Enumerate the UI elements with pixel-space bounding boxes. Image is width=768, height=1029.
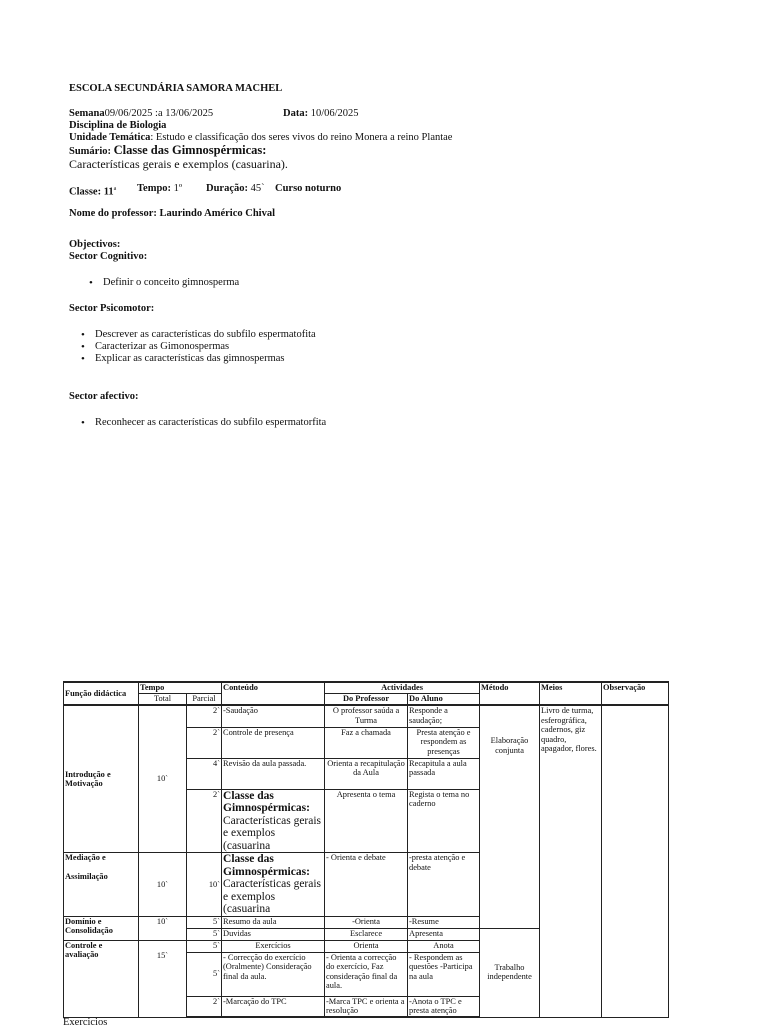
header-observacao: Observação	[602, 682, 669, 705]
class-sup: a	[113, 186, 117, 192]
footer-text: Exercicios	[63, 1017, 108, 1028]
class-label: Classe: 11	[69, 186, 114, 198]
funcao-controle: Controle e avaliação	[64, 940, 139, 1017]
week-label: Semana	[69, 108, 105, 119]
psychomotor-item: • Caracterizar as Gimonospermas	[95, 341, 229, 353]
professor-cell: Apresenta o tema	[325, 789, 408, 853]
funcao-intro: Introdução e Motivação	[64, 705, 139, 853]
parcial-cell: 2`	[187, 996, 222, 1017]
course: Curso noturno	[275, 183, 342, 194]
conteudo-text: Características gerais e exemplos (casuarina	[223, 878, 322, 916]
meios-cell: Livro de turma, esferográfica, cadernos, giz quadro, apagador, flores.	[540, 705, 602, 1017]
professor-cell: O professor saúda a Turma	[325, 705, 408, 727]
parcial-cell: 5`	[187, 928, 222, 940]
conteudo-cell: - Correcção do exercício (Oralmente) Consideração final da aula.	[222, 952, 325, 996]
objectives-title: Objectivos:	[69, 239, 121, 250]
header-professor: Do Professor	[325, 693, 408, 705]
header-total: Total	[139, 693, 187, 705]
summary-title: Classe das Gimnospérmicas:	[113, 143, 267, 157]
aluno-cell: -Anota o TPC e presta atenção	[408, 996, 480, 1017]
conteudo-cell: -Saudação	[222, 705, 325, 727]
parcial-cell: 2`	[187, 789, 222, 853]
conteudo-cell: Duvidas	[222, 928, 325, 940]
funcao-dominio: Domínio e Consolidação	[64, 916, 139, 940]
duration-value: 45`	[248, 183, 265, 194]
header-parcial: Parcial	[187, 693, 222, 705]
week-line	[69, 108, 213, 120]
aluno-cell: -Resume	[408, 916, 480, 928]
aluno-cell: Recapitula a aula passada	[408, 758, 480, 789]
total-mediacao: 10`	[139, 853, 187, 917]
conteudo-cell: Exercícios	[222, 940, 325, 952]
parcial-cell: 5`	[187, 952, 222, 996]
conteudo-cell: Resumo da aula	[222, 916, 325, 928]
class-line	[69, 183, 116, 199]
thematic-unit-label: Unidade Temática	[69, 132, 151, 143]
summary-line	[69, 144, 266, 158]
psychomotor-item: • Descrever as características do subfilo espermatofita	[95, 329, 316, 341]
funcao-mediacao-line2: Assimilação	[65, 872, 108, 882]
affective-item: • Reconhecer as características do subfilo espermatorfita	[95, 417, 326, 429]
funcao-mediacao-line1: Mediação e	[65, 853, 106, 863]
parcial-cell: 5`	[187, 916, 222, 928]
professor-cell: Faz a chamada	[325, 727, 408, 758]
parcial-cell: 4`	[187, 758, 222, 789]
cognitive-item: • Definir o conceito gimnosperma	[103, 277, 239, 289]
header-metodo: Método	[480, 682, 540, 705]
metodo-cell: Trabalho independente	[480, 928, 540, 1017]
time-label: Tempo:	[137, 183, 172, 194]
psychomotor-title: Sector Psicomotor:	[69, 303, 155, 314]
time-line	[137, 183, 182, 195]
table-row	[64, 705, 669, 727]
teacher-name: Nome do professor: Laurindo Américo Chival	[69, 208, 276, 219]
total-controle: 15`	[139, 940, 187, 1017]
professor-cell: -Marca TPC e orienta a resolução	[325, 996, 408, 1017]
date-line	[283, 108, 359, 120]
parcial-cell: 2`	[187, 705, 222, 727]
parcial-cell: 2`	[187, 727, 222, 758]
discipline: Disciplina de Biologia	[69, 120, 167, 131]
school-name: ESCOLA SECUNDÁRIA SAMORA MACHEL	[69, 83, 283, 94]
header-funcao: Função didáctica	[64, 682, 139, 705]
header-tempo: Tempo	[139, 682, 222, 693]
observacao-cell	[602, 705, 669, 1017]
conteudo-cell	[222, 789, 325, 853]
psychomotor-item: • Explicar as características das gimnospermas	[95, 353, 285, 365]
conteudo-text: Características gerais e exemplos (casuarina	[223, 814, 322, 852]
cognitive-title: Sector Cognitivo:	[69, 251, 148, 262]
summary-text: Características gerais e exemplos (casuarina).	[69, 157, 288, 171]
funcao-mediacao	[64, 853, 139, 917]
parcial-cell: 10`	[187, 853, 222, 917]
aluno-cell: -presta atenção e debate	[408, 853, 480, 917]
conteudo-title: Classe das Gimnospérmicas:	[223, 853, 310, 878]
conteudo-cell	[222, 853, 325, 917]
duration-label: Duração:	[206, 183, 248, 194]
metodo-cell: Elaboração conjunta	[480, 705, 540, 928]
professor-cell: - Orienta a correcção do exercício, Faz consideração final da aula.	[325, 952, 408, 996]
total-dominio: 10`	[139, 916, 187, 940]
affective-title: Sector afectivo:	[69, 391, 139, 402]
professor-cell: - Orienta e debate	[325, 853, 408, 917]
aluno-cell: Anota	[408, 940, 480, 952]
total-intro: 10`	[139, 705, 187, 853]
aluno-cell: Presta atenção e respondem as presenças	[408, 727, 480, 758]
date-value: 10/06/2025	[308, 108, 359, 119]
conteudo-cell: Controle de presença	[222, 727, 325, 758]
table-header-row	[64, 682, 669, 693]
date-label: Data:	[283, 108, 309, 119]
conteudo-cell: -Marcação do TPC	[222, 996, 325, 1017]
thematic-unit-value: : Estudo e classificação dos seres vivos do reino Monera a reino Plantae	[150, 132, 453, 143]
aluno-cell: - Respondem as questões -Participa na aula	[408, 952, 480, 996]
conteudo-cell: Revisão da aula passada.	[222, 758, 325, 789]
aluno-cell: Regista o tema no caderno	[408, 789, 480, 853]
summary-label: Sumário:	[69, 146, 111, 157]
professor-cell: Orienta	[325, 940, 408, 952]
header-meios: Meios	[540, 682, 602, 705]
professor-cell: Esclarece	[325, 928, 408, 940]
duration-line	[206, 183, 265, 195]
parcial-cell: 5`	[187, 940, 222, 952]
professor-cell: -Orienta	[325, 916, 408, 928]
header-aluno: Do Aluno	[408, 693, 480, 705]
aluno-cell: Apresenta	[408, 928, 480, 940]
lesson-plan-table	[63, 681, 669, 1018]
time-value: 1º	[171, 183, 183, 194]
header-actividades: Actividades	[325, 682, 480, 693]
header-conteudo: Conteúdo	[222, 682, 325, 705]
professor-cell: Orienta a recapitulação da Aula	[325, 758, 408, 789]
aluno-cell: Responde a saudação;	[408, 705, 480, 727]
conteudo-title: Classe das Gimnospérmicas:	[223, 789, 310, 815]
week-value: 09/06/2025 :a 13/06/2025	[104, 108, 214, 119]
